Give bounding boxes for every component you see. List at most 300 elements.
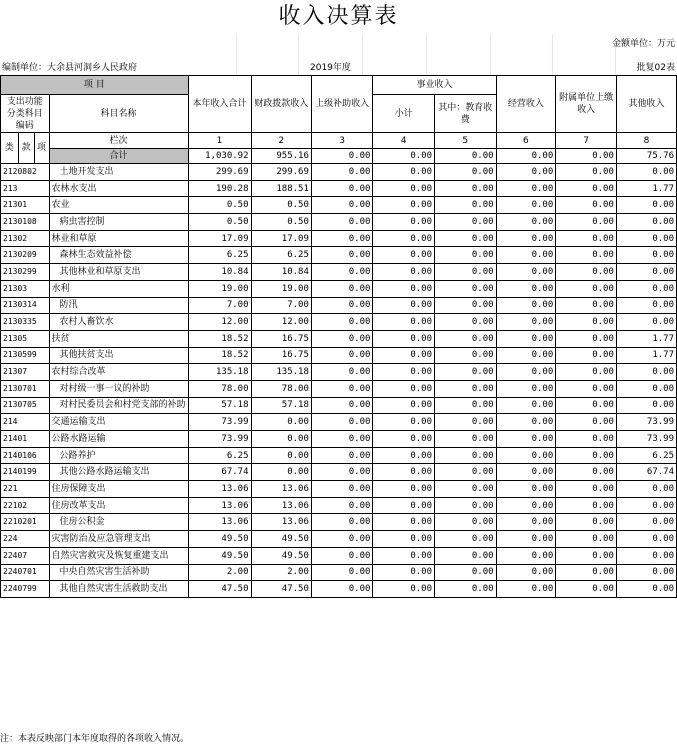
row-value-cell: 0.00 bbox=[556, 380, 617, 397]
row-value-cell: 0.00 bbox=[311, 280, 373, 297]
row-code: 2140199 bbox=[1, 464, 50, 481]
row-value-cell: 0.00 bbox=[435, 314, 497, 331]
row-value-cell: 0.00 bbox=[616, 531, 676, 548]
row-value-cell: 0.00 bbox=[556, 397, 617, 414]
row-value-cell: 0.00 bbox=[373, 330, 435, 347]
row-subject-name: 对村级一事一议的补助 bbox=[49, 380, 188, 397]
row-value-cell: 0.00 bbox=[496, 497, 556, 514]
header-col-edu: 其中：教育收费 bbox=[435, 95, 497, 133]
row-value-cell: 0.00 bbox=[373, 414, 435, 431]
row-value-cell: 0.00 bbox=[496, 297, 556, 314]
row-value-cell: 0.00 bbox=[496, 431, 556, 448]
header-lei: 类 bbox=[1, 133, 19, 164]
row-subject-name: 灾害防治及应急管理支出 bbox=[49, 531, 188, 548]
row-value-cell: 0.00 bbox=[556, 280, 617, 297]
table-row bbox=[1, 214, 677, 231]
table-row bbox=[1, 464, 677, 481]
header-col-jingying: 经营收入 bbox=[496, 76, 556, 133]
row-value-cell: 73.99 bbox=[188, 414, 251, 431]
table-row bbox=[1, 297, 677, 314]
row-value-cell: 0.00 bbox=[556, 364, 617, 381]
row-value-cell: 0.00 bbox=[435, 330, 497, 347]
row-code: 2130599 bbox=[1, 347, 50, 364]
table-row bbox=[1, 514, 677, 531]
row-value-cell: 0.00 bbox=[311, 464, 373, 481]
row-value-cell: 0.00 bbox=[496, 280, 556, 297]
row-value-cell: 0.00 bbox=[435, 180, 497, 197]
row-value-cell: 0.00 bbox=[556, 497, 617, 514]
row-code: 2120802 bbox=[1, 164, 50, 181]
row-value-cell: 0.00 bbox=[311, 180, 373, 197]
col-number: 8 bbox=[616, 133, 676, 149]
table-row bbox=[1, 364, 677, 381]
row-value-cell: 0.00 bbox=[373, 431, 435, 448]
row-value-cell: 0.00 bbox=[373, 314, 435, 331]
row-subject-name: 住房改革支出 bbox=[49, 497, 188, 514]
row-value-cell: 0.00 bbox=[556, 564, 617, 581]
row-value-cell: 0.00 bbox=[496, 447, 556, 464]
row-code: 2240799 bbox=[1, 581, 50, 598]
row-value-cell: 0.00 bbox=[311, 531, 373, 548]
table-row bbox=[1, 380, 677, 397]
row-value-cell: 0.00 bbox=[311, 347, 373, 364]
row-code: 21302 bbox=[1, 230, 50, 247]
row-value-cell: 0.00 bbox=[311, 330, 373, 347]
sheet-gridline bbox=[490, 34, 491, 75]
row-value-cell: 0.00 bbox=[496, 564, 556, 581]
row-code: 221 bbox=[1, 481, 50, 498]
table-row bbox=[1, 164, 677, 181]
table-row bbox=[1, 414, 677, 431]
header-col-total: 本年收入合计 bbox=[188, 76, 251, 133]
row-value-cell: 13.06 bbox=[188, 514, 251, 531]
table-note: 注：本表反映部门本年度取得的各项收入情况。 bbox=[0, 734, 190, 744]
row-value-cell: 0.00 bbox=[556, 464, 617, 481]
row-value-cell: 0.00 bbox=[435, 547, 497, 564]
row-value-cell: 13.06 bbox=[188, 497, 251, 514]
row-code: 224 bbox=[1, 531, 50, 548]
row-value-cell: 0.00 bbox=[556, 431, 617, 448]
row-value-cell: 0.00 bbox=[251, 464, 311, 481]
row-subject-name: 公路养护 bbox=[49, 447, 188, 464]
header-col-shiye: 事业收入 bbox=[373, 76, 496, 95]
row-value-cell: 0.00 bbox=[496, 264, 556, 281]
row-value-cell: 0.00 bbox=[311, 264, 373, 281]
table-row bbox=[1, 497, 677, 514]
row-subject-name: 自然灾害救灾及恢复重建支出 bbox=[49, 547, 188, 564]
row-value-cell: 19.00 bbox=[251, 280, 311, 297]
row-code: 213 bbox=[1, 180, 50, 197]
row-value-cell: 0.00 bbox=[373, 180, 435, 197]
row-code: 2140106 bbox=[1, 447, 50, 464]
row-subject-name: 公路水路运输 bbox=[49, 431, 188, 448]
row-value-cell: 0.00 bbox=[373, 447, 435, 464]
row-value-cell: 13.06 bbox=[251, 497, 311, 514]
header-kuan: 款 bbox=[18, 133, 34, 164]
row-code: 21401 bbox=[1, 431, 50, 448]
total-cell: 75.76 bbox=[616, 149, 676, 164]
row-value-cell: 0.00 bbox=[496, 347, 556, 364]
row-value-cell: 0.00 bbox=[251, 431, 311, 448]
row-value-cell: 1.77 bbox=[616, 330, 676, 347]
row-value-cell: 0.00 bbox=[556, 414, 617, 431]
row-subject-name: 林业和草原 bbox=[49, 230, 188, 247]
table-row bbox=[1, 314, 677, 331]
row-value-cell: 0.00 bbox=[373, 230, 435, 247]
row-value-cell: 0.00 bbox=[373, 531, 435, 548]
row-value-cell: 73.99 bbox=[188, 431, 251, 448]
row-value-cell: 47.50 bbox=[251, 581, 311, 598]
row-value-cell: 0.00 bbox=[496, 397, 556, 414]
row-value-cell: 0.00 bbox=[373, 214, 435, 231]
row-value-cell: 299.69 bbox=[188, 164, 251, 181]
header-subject-name: 科目名称 bbox=[49, 95, 188, 133]
row-code: 2130209 bbox=[1, 247, 50, 264]
row-value-cell: 188.51 bbox=[251, 180, 311, 197]
row-value-cell: 0.00 bbox=[496, 531, 556, 548]
row-value-cell: 0.00 bbox=[251, 447, 311, 464]
row-value-cell: 0.00 bbox=[616, 581, 676, 598]
col-number: 1 bbox=[188, 133, 251, 149]
row-code: 214 bbox=[1, 414, 50, 431]
total-cell: 0.00 bbox=[311, 149, 373, 164]
row-value-cell: 0.00 bbox=[435, 280, 497, 297]
row-value-cell: 0.00 bbox=[616, 264, 676, 281]
col-number: 4 bbox=[373, 133, 435, 149]
row-value-cell: 0.00 bbox=[556, 447, 617, 464]
row-value-cell: 0.00 bbox=[311, 297, 373, 314]
row-value-cell: 0.00 bbox=[311, 230, 373, 247]
row-value-cell: 57.18 bbox=[188, 397, 251, 414]
row-value-cell: 0.00 bbox=[435, 197, 497, 214]
row-value-cell: 0.00 bbox=[311, 364, 373, 381]
row-value-cell: 0.50 bbox=[251, 197, 311, 214]
row-value-cell: 0.00 bbox=[435, 164, 497, 181]
row-value-cell: 0.00 bbox=[435, 347, 497, 364]
row-value-cell: 0.00 bbox=[311, 414, 373, 431]
row-value-cell: 0.00 bbox=[616, 214, 676, 231]
row-value-cell: 0.00 bbox=[373, 497, 435, 514]
table-row bbox=[1, 330, 677, 347]
row-value-cell: 0.00 bbox=[373, 514, 435, 531]
row-value-cell: 0.00 bbox=[556, 330, 617, 347]
row-value-cell: 10.84 bbox=[188, 264, 251, 281]
row-value-cell: 0.00 bbox=[556, 180, 617, 197]
income-table bbox=[0, 75, 677, 598]
col-number: 3 bbox=[311, 133, 373, 149]
table-row bbox=[1, 264, 677, 281]
table-row bbox=[1, 531, 677, 548]
row-value-cell: 0.00 bbox=[435, 447, 497, 464]
row-value-cell: 49.50 bbox=[188, 531, 251, 548]
row-value-cell: 0.00 bbox=[556, 297, 617, 314]
row-value-cell: 67.74 bbox=[188, 464, 251, 481]
header-xiang: 项 bbox=[34, 133, 49, 164]
row-value-cell: 47.50 bbox=[188, 581, 251, 598]
row-value-cell: 0.00 bbox=[373, 197, 435, 214]
row-code: 2240701 bbox=[1, 564, 50, 581]
row-value-cell: 67.74 bbox=[616, 464, 676, 481]
row-value-cell: 6.25 bbox=[188, 447, 251, 464]
row-subject-name: 对村民委员会和村党支部的补助 bbox=[49, 397, 188, 414]
row-code: 22407 bbox=[1, 547, 50, 564]
row-value-cell: 16.75 bbox=[251, 347, 311, 364]
row-value-cell: 7.00 bbox=[188, 297, 251, 314]
row-value-cell: 49.50 bbox=[188, 547, 251, 564]
header-xiangmu: 项 目 bbox=[1, 76, 189, 95]
row-value-cell: 2.00 bbox=[188, 564, 251, 581]
row-value-cell: 0.00 bbox=[251, 414, 311, 431]
header-func-code: 支出功能分类科目编码 bbox=[1, 95, 50, 133]
row-value-cell: 19.00 bbox=[188, 280, 251, 297]
row-subject-name: 病虫害控制 bbox=[49, 214, 188, 231]
row-value-cell: 0.00 bbox=[311, 197, 373, 214]
row-value-cell: 78.00 bbox=[188, 380, 251, 397]
col-number: 7 bbox=[556, 133, 617, 149]
row-value-cell: 6.25 bbox=[188, 247, 251, 264]
row-value-cell: 78.00 bbox=[251, 380, 311, 397]
row-value-cell: 0.00 bbox=[311, 547, 373, 564]
row-value-cell: 0.00 bbox=[373, 581, 435, 598]
row-value-cell: 0.00 bbox=[311, 514, 373, 531]
row-value-cell: 0.00 bbox=[373, 347, 435, 364]
row-value-cell: 0.00 bbox=[496, 247, 556, 264]
row-value-cell: 135.18 bbox=[188, 364, 251, 381]
row-value-cell: 0.00 bbox=[311, 497, 373, 514]
row-value-cell: 1.77 bbox=[616, 347, 676, 364]
total-cell: 0.00 bbox=[496, 149, 556, 164]
row-code: 2130108 bbox=[1, 214, 50, 231]
row-value-cell: 135.18 bbox=[251, 364, 311, 381]
row-value-cell: 0.00 bbox=[311, 247, 373, 264]
row-value-cell: 73.99 bbox=[616, 431, 676, 448]
row-subject-name: 水利 bbox=[49, 280, 188, 297]
row-value-cell: 0.00 bbox=[311, 380, 373, 397]
row-value-cell: 0.00 bbox=[496, 380, 556, 397]
row-value-cell: 0.00 bbox=[435, 581, 497, 598]
row-value-cell: 0.00 bbox=[556, 247, 617, 264]
row-subject-name: 交通运输支出 bbox=[49, 414, 188, 431]
row-value-cell: 0.00 bbox=[616, 364, 676, 381]
header-col-other: 其他收入 bbox=[616, 76, 676, 133]
row-value-cell: 49.50 bbox=[251, 547, 311, 564]
row-value-cell: 0.00 bbox=[616, 481, 676, 498]
table-row bbox=[1, 447, 677, 464]
row-value-cell: 0.00 bbox=[616, 380, 676, 397]
sheet-gridline bbox=[552, 34, 553, 75]
unit-label: 金额单位：万元 bbox=[611, 39, 675, 49]
row-value-cell: 0.00 bbox=[435, 414, 497, 431]
total-cell: 0.00 bbox=[556, 149, 617, 164]
row-subject-name: 其他自然灾害生活救助支出 bbox=[49, 581, 188, 598]
row-value-cell: 0.00 bbox=[616, 497, 676, 514]
row-value-cell: 0.00 bbox=[373, 481, 435, 498]
sheet-gridline bbox=[298, 34, 299, 75]
row-value-cell: 0.00 bbox=[616, 230, 676, 247]
row-value-cell: 10.84 bbox=[251, 264, 311, 281]
row-value-cell: 0.00 bbox=[373, 364, 435, 381]
row-value-cell: 0.00 bbox=[616, 514, 676, 531]
row-subject-name: 农林水支出 bbox=[49, 180, 188, 197]
row-subject-name: 扶贫 bbox=[49, 330, 188, 347]
table-row bbox=[1, 280, 677, 297]
sheet-gridline bbox=[426, 34, 427, 75]
table-body bbox=[1, 76, 677, 598]
row-value-cell: 0.00 bbox=[435, 464, 497, 481]
row-value-cell: 0.00 bbox=[556, 164, 617, 181]
row-value-cell: 0.00 bbox=[373, 164, 435, 181]
table-row bbox=[1, 247, 677, 264]
row-value-cell: 0.00 bbox=[496, 330, 556, 347]
row-value-cell: 0.00 bbox=[496, 514, 556, 531]
row-value-cell: 0.00 bbox=[496, 481, 556, 498]
row-value-cell: 0.00 bbox=[556, 581, 617, 598]
row-value-cell: 0.00 bbox=[496, 464, 556, 481]
row-value-cell: 0.00 bbox=[496, 414, 556, 431]
row-subject-name: 防汛 bbox=[49, 297, 188, 314]
row-code: 2130701 bbox=[1, 380, 50, 397]
row-subject-name: 农村人畜饮水 bbox=[49, 314, 188, 331]
row-value-cell: 13.06 bbox=[251, 514, 311, 531]
row-value-cell: 0.00 bbox=[616, 247, 676, 264]
table-row bbox=[1, 347, 677, 364]
row-code: 21303 bbox=[1, 280, 50, 297]
row-value-cell: 0.00 bbox=[616, 547, 676, 564]
row-subject-name: 中央自然灾害生活补助 bbox=[49, 564, 188, 581]
row-value-cell: 0.00 bbox=[556, 314, 617, 331]
row-value-cell: 0.00 bbox=[496, 581, 556, 598]
row-value-cell: 0.00 bbox=[556, 230, 617, 247]
row-value-cell: 0.00 bbox=[311, 397, 373, 414]
row-value-cell: 2.00 bbox=[251, 564, 311, 581]
header-col-xiaoji: 小计 bbox=[373, 95, 435, 133]
col-number: 2 bbox=[251, 133, 311, 149]
row-value-cell: 0.00 bbox=[435, 247, 497, 264]
row-value-cell: 17.09 bbox=[251, 230, 311, 247]
row-value-cell: 0.00 bbox=[311, 581, 373, 598]
row-value-cell: 0.00 bbox=[496, 180, 556, 197]
row-value-cell: 0.00 bbox=[616, 164, 676, 181]
col-number: 5 bbox=[435, 133, 497, 149]
row-subject-name: 其他公路水路运输支出 bbox=[49, 464, 188, 481]
table-row bbox=[1, 431, 677, 448]
row-value-cell: 0.00 bbox=[311, 164, 373, 181]
row-subject-name: 农业 bbox=[49, 197, 188, 214]
row-value-cell: 299.69 bbox=[251, 164, 311, 181]
row-value-cell: 0.00 bbox=[311, 564, 373, 581]
row-value-cell: 49.50 bbox=[251, 531, 311, 548]
year-label: 2019年度 bbox=[310, 63, 351, 73]
row-value-cell: 0.50 bbox=[188, 214, 251, 231]
col-number: 6 bbox=[496, 133, 556, 149]
row-value-cell: 12.00 bbox=[251, 314, 311, 331]
row-value-cell: 0.00 bbox=[373, 380, 435, 397]
row-value-cell: 0.00 bbox=[556, 347, 617, 364]
total-cell: 1,030.92 bbox=[188, 149, 251, 164]
total-cell: 955.16 bbox=[251, 149, 311, 164]
row-value-cell: 1.77 bbox=[616, 180, 676, 197]
row-value-cell: 0.00 bbox=[435, 214, 497, 231]
row-value-cell: 13.06 bbox=[251, 481, 311, 498]
row-value-cell: 13.06 bbox=[188, 481, 251, 498]
row-value-cell: 0.00 bbox=[435, 531, 497, 548]
row-value-cell: 18.52 bbox=[188, 347, 251, 364]
row-subject-name: 农村综合改革 bbox=[49, 364, 188, 381]
row-value-cell: 0.00 bbox=[373, 280, 435, 297]
row-code: 2210201 bbox=[1, 514, 50, 531]
row-value-cell: 0.00 bbox=[435, 380, 497, 397]
org-label: 编制单位：大余县河洞乡人民政府 bbox=[2, 63, 138, 73]
row-value-cell: 0.00 bbox=[373, 264, 435, 281]
row-value-cell: 0.00 bbox=[496, 230, 556, 247]
row-value-cell: 0.00 bbox=[435, 297, 497, 314]
row-subject-name: 住房公积金 bbox=[49, 514, 188, 531]
row-value-cell: 0.00 bbox=[435, 481, 497, 498]
row-value-cell: 0.00 bbox=[373, 297, 435, 314]
table-row bbox=[1, 481, 677, 498]
row-subject-name: 土地开发支出 bbox=[49, 164, 188, 181]
row-value-cell: 0.00 bbox=[556, 531, 617, 548]
header-heji: 合计 bbox=[49, 149, 188, 164]
row-value-cell: 12.00 bbox=[188, 314, 251, 331]
row-value-cell: 0.50 bbox=[251, 214, 311, 231]
row-value-cell: 6.25 bbox=[251, 247, 311, 264]
row-value-cell: 0.00 bbox=[616, 197, 676, 214]
row-value-cell: 0.00 bbox=[616, 564, 676, 581]
row-value-cell: 0.00 bbox=[435, 497, 497, 514]
row-value-cell: 0.00 bbox=[311, 314, 373, 331]
row-value-cell: 0.00 bbox=[373, 247, 435, 264]
row-code: 2130299 bbox=[1, 264, 50, 281]
row-value-cell: 0.00 bbox=[373, 397, 435, 414]
row-value-cell: 0.00 bbox=[496, 364, 556, 381]
table-row bbox=[1, 397, 677, 414]
row-value-cell: 0.00 bbox=[616, 280, 676, 297]
row-code: 2130705 bbox=[1, 397, 50, 414]
sheet-gridline bbox=[362, 34, 363, 75]
row-code: 21301 bbox=[1, 197, 50, 214]
row-value-cell: 0.00 bbox=[311, 431, 373, 448]
row-value-cell: 0.00 bbox=[496, 197, 556, 214]
row-value-cell: 0.00 bbox=[616, 297, 676, 314]
row-value-cell: 0.00 bbox=[435, 364, 497, 381]
row-subject-name: 住房保障支出 bbox=[49, 481, 188, 498]
row-value-cell: 57.18 bbox=[251, 397, 311, 414]
row-code: 21307 bbox=[1, 364, 50, 381]
row-subject-name: 其他林业和草原支出 bbox=[49, 264, 188, 281]
row-value-cell: 0.50 bbox=[188, 197, 251, 214]
row-value-cell: 16.75 bbox=[251, 330, 311, 347]
table-row bbox=[1, 197, 677, 214]
row-value-cell: 0.00 bbox=[556, 547, 617, 564]
row-value-cell: 0.00 bbox=[556, 214, 617, 231]
row-value-cell: 0.00 bbox=[556, 481, 617, 498]
row-value-cell: 0.00 bbox=[616, 397, 676, 414]
row-value-cell: 0.00 bbox=[373, 464, 435, 481]
row-value-cell: 0.00 bbox=[556, 197, 617, 214]
table-row bbox=[1, 180, 677, 197]
row-value-cell: 0.00 bbox=[435, 431, 497, 448]
sheet-gridline bbox=[236, 34, 237, 75]
report-title: 收入决算表 bbox=[278, 4, 399, 29]
row-value-cell: 0.00 bbox=[496, 547, 556, 564]
total-cell: 0.00 bbox=[373, 149, 435, 164]
row-value-cell: 0.00 bbox=[556, 264, 617, 281]
header-col-upper: 上级补助收入 bbox=[311, 76, 373, 133]
row-value-cell: 0.00 bbox=[496, 164, 556, 181]
row-value-cell: 0.00 bbox=[556, 514, 617, 531]
total-cell: 0.00 bbox=[435, 149, 497, 164]
